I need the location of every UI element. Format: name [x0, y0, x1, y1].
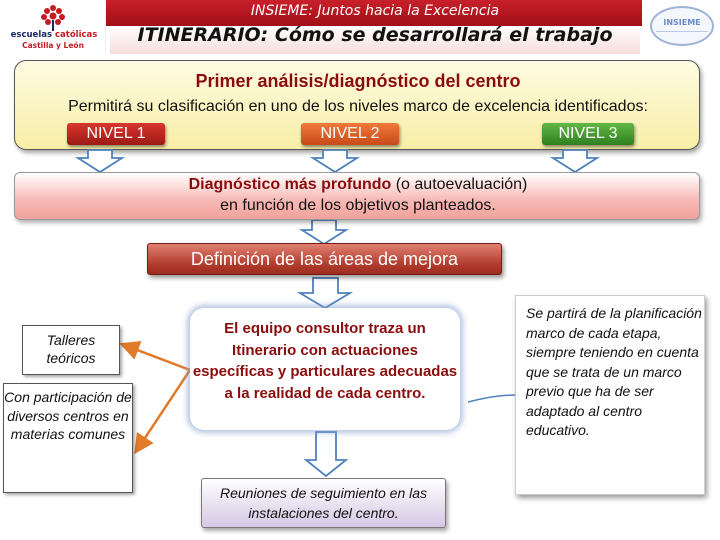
level-3-badge: NIVEL 3 [542, 123, 634, 145]
logo-region: Castilla y León [22, 41, 84, 50]
participacion-box: Con participación de diversos centros en materias comunes [3, 383, 133, 493]
page-title: ITINERARIO: Cómo se desarrollará el trabajo [137, 24, 613, 46]
level-1-badge: NIVEL 1 [67, 123, 165, 145]
step1-description: Permitirá su clasificación en uno de los niveles marco de excelencia identificados: [68, 98, 648, 115]
note-box: Se partirá de la planificación marco de cada etapa, siempre teniendo en cuenta que se trata de un marco previo que ha de ser adaptado al centro educativo. [515, 295, 705, 495]
logo-word-escuelas: escuelas [10, 30, 53, 40]
insieme-logo-name: INSIEME [663, 18, 701, 27]
arrow-down-icon [313, 150, 357, 172]
header-title: INSIEME: Juntos hacia la Excelencia [250, 3, 500, 19]
talleres-box: Talleres teóricos [22, 325, 120, 375]
step3-box: Definición de las áreas de mejora [147, 243, 502, 275]
arrow-down-icon [553, 150, 597, 172]
step1-title: Primer análisis/diagnóstico del centro [195, 71, 521, 91]
step2-line1-rest: (o autoevaluación) [391, 176, 528, 193]
logo-word-catolicas: católicas [55, 30, 98, 40]
step2-line1 [15, 176, 701, 194]
arrow-down-icon [302, 220, 346, 244]
step2-box [14, 172, 700, 220]
connector-arrow-icon [468, 395, 515, 402]
arrow-down-icon [306, 432, 346, 476]
connector-arrow-icon [137, 370, 190, 450]
arrow-down-icon [78, 150, 122, 172]
consultor-box: El equipo consultor traza un Itinerario con actuaciones específicas y particulares adecuadas a la realidad de cada centro. [190, 308, 460, 430]
level-2-badge: NIVEL 2 [301, 123, 399, 145]
step2-highlight: Diagnóstico más profundo [188, 176, 392, 193]
step2-line2: en función de los objetivos planteados. [220, 197, 496, 214]
reuniones-box: Reuniones de seguimiento en las instalaciones del centro. [201, 478, 446, 528]
connector-arrow-icon [124, 345, 190, 370]
arrow-down-icon [300, 278, 350, 308]
